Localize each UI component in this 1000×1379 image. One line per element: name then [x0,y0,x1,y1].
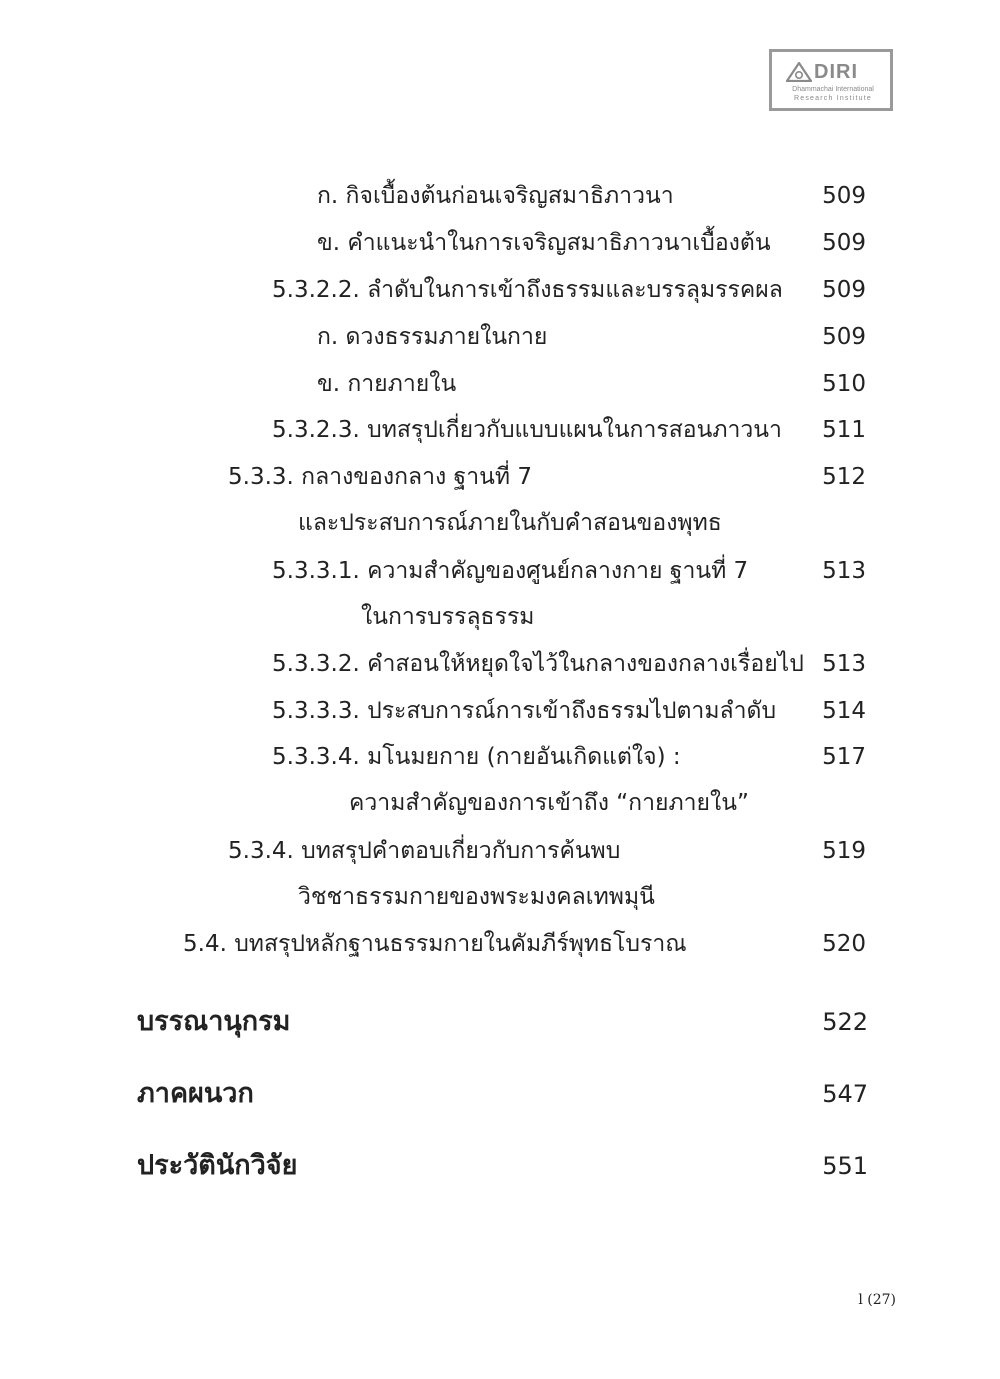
toc-section-entry[interactable] [0,1006,1000,1046]
toc-entry[interactable] [0,461,1000,536]
toc-entry-page: 519 [822,838,866,864]
toc-section-title: บรรณานุกรม [137,1006,291,1037]
toc-entry-title: ข. คำแนะนำในการเจริญสมาธิภาวนาเบื้องต้น [317,230,771,256]
page-number: l (27) [858,1292,896,1308]
toc-entry-page: 509 [822,183,866,209]
toc-entry-continuation: และประสบการณ์ภายในกับคำสอนของพุทธ [298,510,722,536]
toc-section-title: ประวัตินักวิจัย [137,1150,298,1181]
toc-entry-title: 5.3.3.3. ประสบการณ์การเข้าถึงธรรมไปตามลำดับ [272,698,777,724]
toc-entry-title: ข. กายภายใน [317,371,457,397]
toc-entry[interactable] [0,555,1000,630]
toc-entry-continuation: ในการบรรลุธรรม [361,604,535,630]
toc-entry-title: 5.3.2.3. บทสรุปเกี่ยวกับแบบแผนในการสอนภาวนา [272,417,782,443]
toc-entry-title: 5.3.3.4. มโนมยกาย (กายอันเกิดแต่ใจ) : [272,744,681,770]
toc-entry-title: 5.3.3. กลางของกลาง ฐานที่ 7 [228,464,532,490]
toc-entry-page: 517 [822,744,866,770]
toc-entry-page: 514 [822,698,866,724]
toc-entry-page: 509 [822,277,866,303]
toc-entry-title: 5.4. บทสรุปหลักฐานธรรมกายในคัมภีร์พุทธโบราณ [183,931,687,957]
toc-section-page: 547 [822,1080,868,1108]
diri-emblem-icon [786,62,812,82]
diri-logo [769,49,893,111]
toc-entry-page: 511 [822,417,866,443]
toc-entry[interactable] [0,741,1000,816]
toc-entry[interactable] [0,835,1000,910]
toc-section-page: 522 [822,1008,868,1036]
toc-entry[interactable] [0,648,1000,688]
toc-entry[interactable] [0,180,1000,220]
toc-entry-page: 513 [822,558,866,584]
toc-entry-page: 520 [822,931,866,957]
toc-section-entry[interactable] [0,1078,1000,1118]
logo-name: DIRI [814,61,858,83]
toc-entry-title: 5.3.4. บทสรุปคำตอบเกี่ยวกับการค้นพบ [228,838,621,864]
toc-entry[interactable] [0,368,1000,408]
logo-subtitle-line2: Research Institute [793,95,873,102]
toc-section-entry[interactable] [0,1150,1000,1190]
toc-entry-title: ก. กิจเบื้องต้นก่อนเจริญสมาธิภาวนา [317,183,674,209]
toc-entry-continuation: วิชชาธรรมกายของพระมงคลเทพมุนี [298,884,655,910]
toc-entry[interactable] [0,274,1000,314]
toc-entry-page: 509 [822,324,866,350]
toc-entry-title: 5.3.3.1. ความสำคัญของศูนย์กลางกาย ฐานที่ 7 [272,558,749,584]
toc-entry[interactable] [0,695,1000,735]
toc-entry-page: 512 [822,464,866,490]
toc-entry-continuation: ความสำคัญของการเข้าถึง “กายภายใน” [349,790,749,816]
toc-section-title: ภาคผนวก [137,1078,254,1109]
toc-entry-title: 5.3.2.2. ลำดับในการเข้าถึงธรรมและบรรลุมรรคผล [272,277,783,303]
toc-entry-page: 510 [822,371,866,397]
toc-entry[interactable] [0,414,1000,454]
toc-section-page: 551 [822,1152,868,1180]
toc-entry-page: 509 [822,230,866,256]
logo-subtitle-line1: Dhammachai International [792,86,874,93]
toc-entry[interactable] [0,928,1000,968]
toc-entry-page: 513 [822,651,866,677]
toc-entry-title: 5.3.3.2. คำสอนให้หยุดใจไว้ในกลางของกลางเรื่อยไป [272,651,804,677]
toc-entry-title: ก. ดวงธรรมภายในกาย [317,324,548,350]
toc-entry[interactable] [0,321,1000,361]
toc-entry[interactable] [0,227,1000,267]
